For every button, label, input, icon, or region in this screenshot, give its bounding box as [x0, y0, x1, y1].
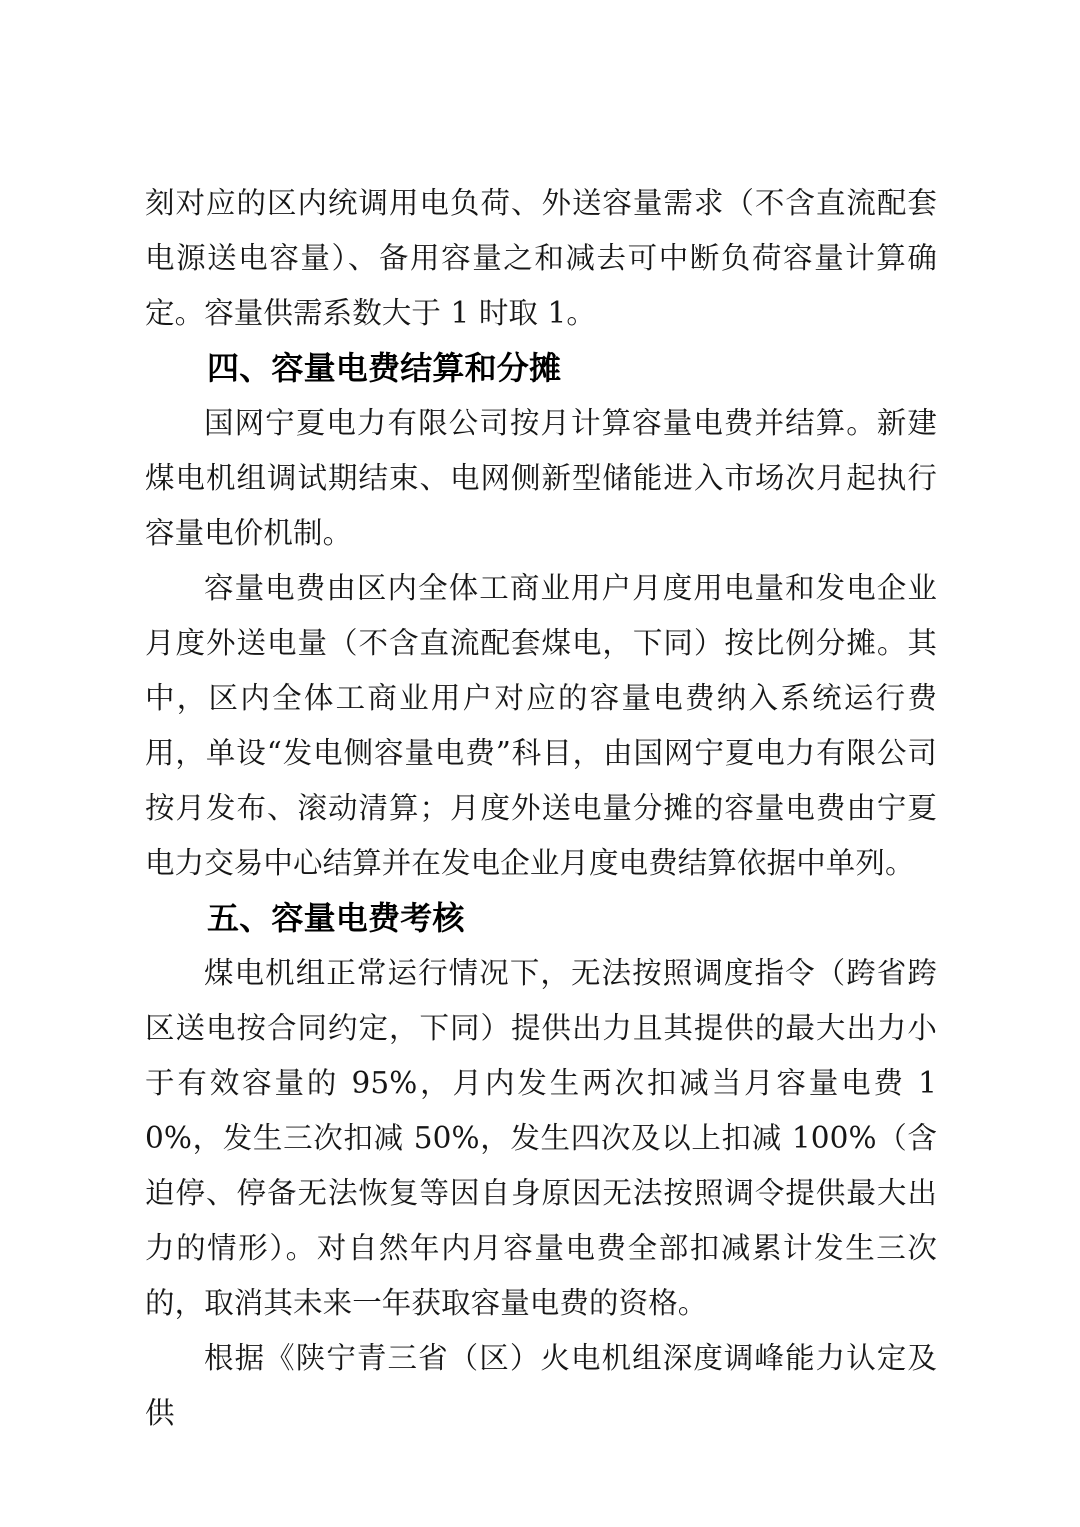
paragraph-monthly-settlement: 国网宁夏电力有限公司按月计算容量电费并结算。新建煤电机组调试期结束、电网侧新型储能进入市场次月起执行容量电价机制。	[145, 406, 937, 550]
paragraph-cost-allocation: 容量电费由区内全体工商业用户月度用电量和发电企业月度外送电量（不含直流配套煤电，下同）按比例分摊。其中，区内全体工商业用户对应的容量电费纳入系统运行费用，单设“发电侧容量电费”科目，由国网宁夏电力有限公司按月发布、滚动清算；月度外送电量分摊的容量电费由宁夏电力交易中心结算并在发电企业月度电费结算依据中单列。	[145, 571, 937, 880]
paragraph-capacity-calculation: 刻对应的区内统调用电负荷、外送容量需求（不含直流配套电源送电容量）、备用容量之和减去可中断负荷容量计算确定。容量供需系数大于 1 时取 1。	[145, 186, 937, 330]
paragraph-assessment-rules: 煤电机组正常运行情况下，无法按照调度指令（跨省跨区送电按合同约定，下同）提供出力且其提供的最大出力小于有效容量的 95%，月内发生两次扣减当月容量电费 10%，发生三次扣减 50%，发生四次及以上扣减 100%（含迫停、停备无法恢复等因自身原因无法按照调令提供最大出力的情形）。对自然年内月容量电费全部扣减累计发生三次的，取消其未来一年获取容量电费的资格。	[145, 956, 937, 1320]
document-body	[145, 176, 937, 1441]
heading-section-four: 四、容量电费结算和分摊	[207, 349, 562, 387]
paragraph-referenced-document: 根据《陕宁青三省（区）火电机组深度调峰能力认定及供	[145, 1341, 937, 1430]
heading-section-five: 五、容量电费考核	[207, 899, 465, 937]
